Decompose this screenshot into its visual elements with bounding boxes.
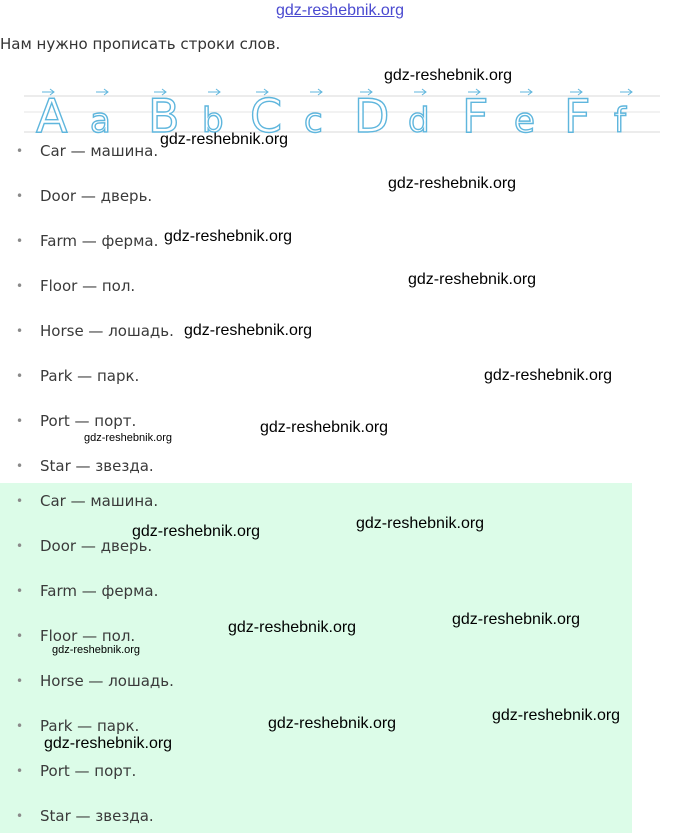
bullet-icon: •: [16, 719, 24, 733]
bullet-icon: •: [16, 539, 24, 553]
stroke-arrow-icon: [208, 89, 220, 95]
watermark: gdz-reshebnik.org: [356, 515, 485, 532]
watermark: gdz-reshebnik.org: [408, 271, 537, 288]
letter-glyph: d: [408, 101, 430, 138]
stroke-arrow-icon: [620, 89, 632, 95]
stroke-arrow-icon: [520, 89, 532, 95]
bullet-icon: •: [16, 809, 24, 823]
site-link[interactable]: gdz-reshebnik.org: [275, 2, 405, 19]
list-item: • Car — машина.: [16, 492, 159, 510]
bullet-icon: •: [16, 494, 24, 508]
stroke-arrow-icon: [414, 89, 426, 95]
watermark: gdz-reshebnik.org: [484, 367, 613, 384]
bullet-icon: •: [16, 674, 24, 688]
watermark: gdz-reshebnik.org: [228, 619, 357, 636]
bullet-icon: •: [16, 189, 24, 203]
watermark: gdz-reshebnik.org: [260, 419, 389, 436]
watermark: gdz-reshebnik.org: [492, 707, 621, 724]
letter-glyph: C: [250, 89, 283, 138]
list-item: • Star — звезда.: [16, 457, 154, 475]
list-item: • Port — порт.: [16, 412, 137, 430]
watermark: gdz-reshebnik.org: [452, 611, 581, 628]
list-item: • Star — звезда.: [16, 807, 154, 825]
list-item: • Floor — пол.: [16, 627, 136, 645]
watermark: gdz-reshebnik.org: [52, 644, 141, 656]
letter-glyph: a: [90, 101, 111, 138]
list-item: • Horse — лошадь.: [16, 322, 174, 340]
watermark: gdz-reshebnik.org: [184, 322, 313, 339]
letter-glyph: B: [148, 89, 180, 138]
letter-glyph: A: [36, 89, 68, 138]
list-item: • Horse — лошадь.: [16, 672, 174, 690]
list-item: • Park — парк.: [16, 367, 140, 385]
bullet-icon: •: [16, 584, 24, 598]
bullet-icon: •: [16, 764, 24, 778]
watermark: gdz-reshebnik.org: [84, 432, 173, 444]
letter-glyph: e: [514, 101, 535, 138]
intro-text: Нам нужно прописать строки слов.: [0, 35, 281, 53]
bullet-icon: •: [16, 144, 24, 158]
list-item: • Door — дверь.: [16, 537, 153, 555]
list-item: • Farm — ферма.: [16, 582, 159, 600]
letter-glyph: c: [304, 101, 323, 138]
list-item: • Port — порт.: [16, 762, 137, 780]
bullet-icon: •: [16, 414, 24, 428]
letter-glyph: D: [354, 89, 390, 138]
watermark: gdz-reshebnik.org: [164, 228, 293, 245]
bullet-icon: •: [16, 459, 24, 473]
letter-glyph: f: [614, 101, 626, 138]
stroke-arrow-icon: [310, 89, 322, 95]
bullet-icon: •: [16, 369, 24, 383]
list-item: • Park — парк.: [16, 717, 140, 735]
watermark: gdz-reshebnik.org: [160, 131, 289, 148]
letter-glyph: F: [564, 89, 591, 138]
letter-glyph: F: [462, 89, 489, 138]
watermark: gdz-reshebnik.org: [384, 67, 513, 84]
watermark: gdz-reshebnik.org: [132, 523, 261, 540]
list-item: • Floor — пол.: [16, 277, 136, 295]
bullet-icon: •: [16, 324, 24, 338]
watermark: gdz-reshebnik.org: [44, 735, 173, 752]
stroke-arrow-icon: [96, 89, 108, 95]
handwriting-letters-image: [24, 82, 660, 138]
watermark: gdz-reshebnik.org: [268, 715, 397, 732]
list-item: • Car — машина.: [16, 142, 159, 160]
bullet-icon: •: [16, 629, 24, 643]
watermark: gdz-reshebnik.org: [388, 175, 517, 192]
bullet-icon: •: [16, 234, 24, 248]
list-item: • Door — дверь.: [16, 187, 153, 205]
list-item: • Farm — ферма.: [16, 232, 159, 250]
letter-glyph: b: [202, 101, 224, 138]
bullet-icon: •: [16, 279, 24, 293]
